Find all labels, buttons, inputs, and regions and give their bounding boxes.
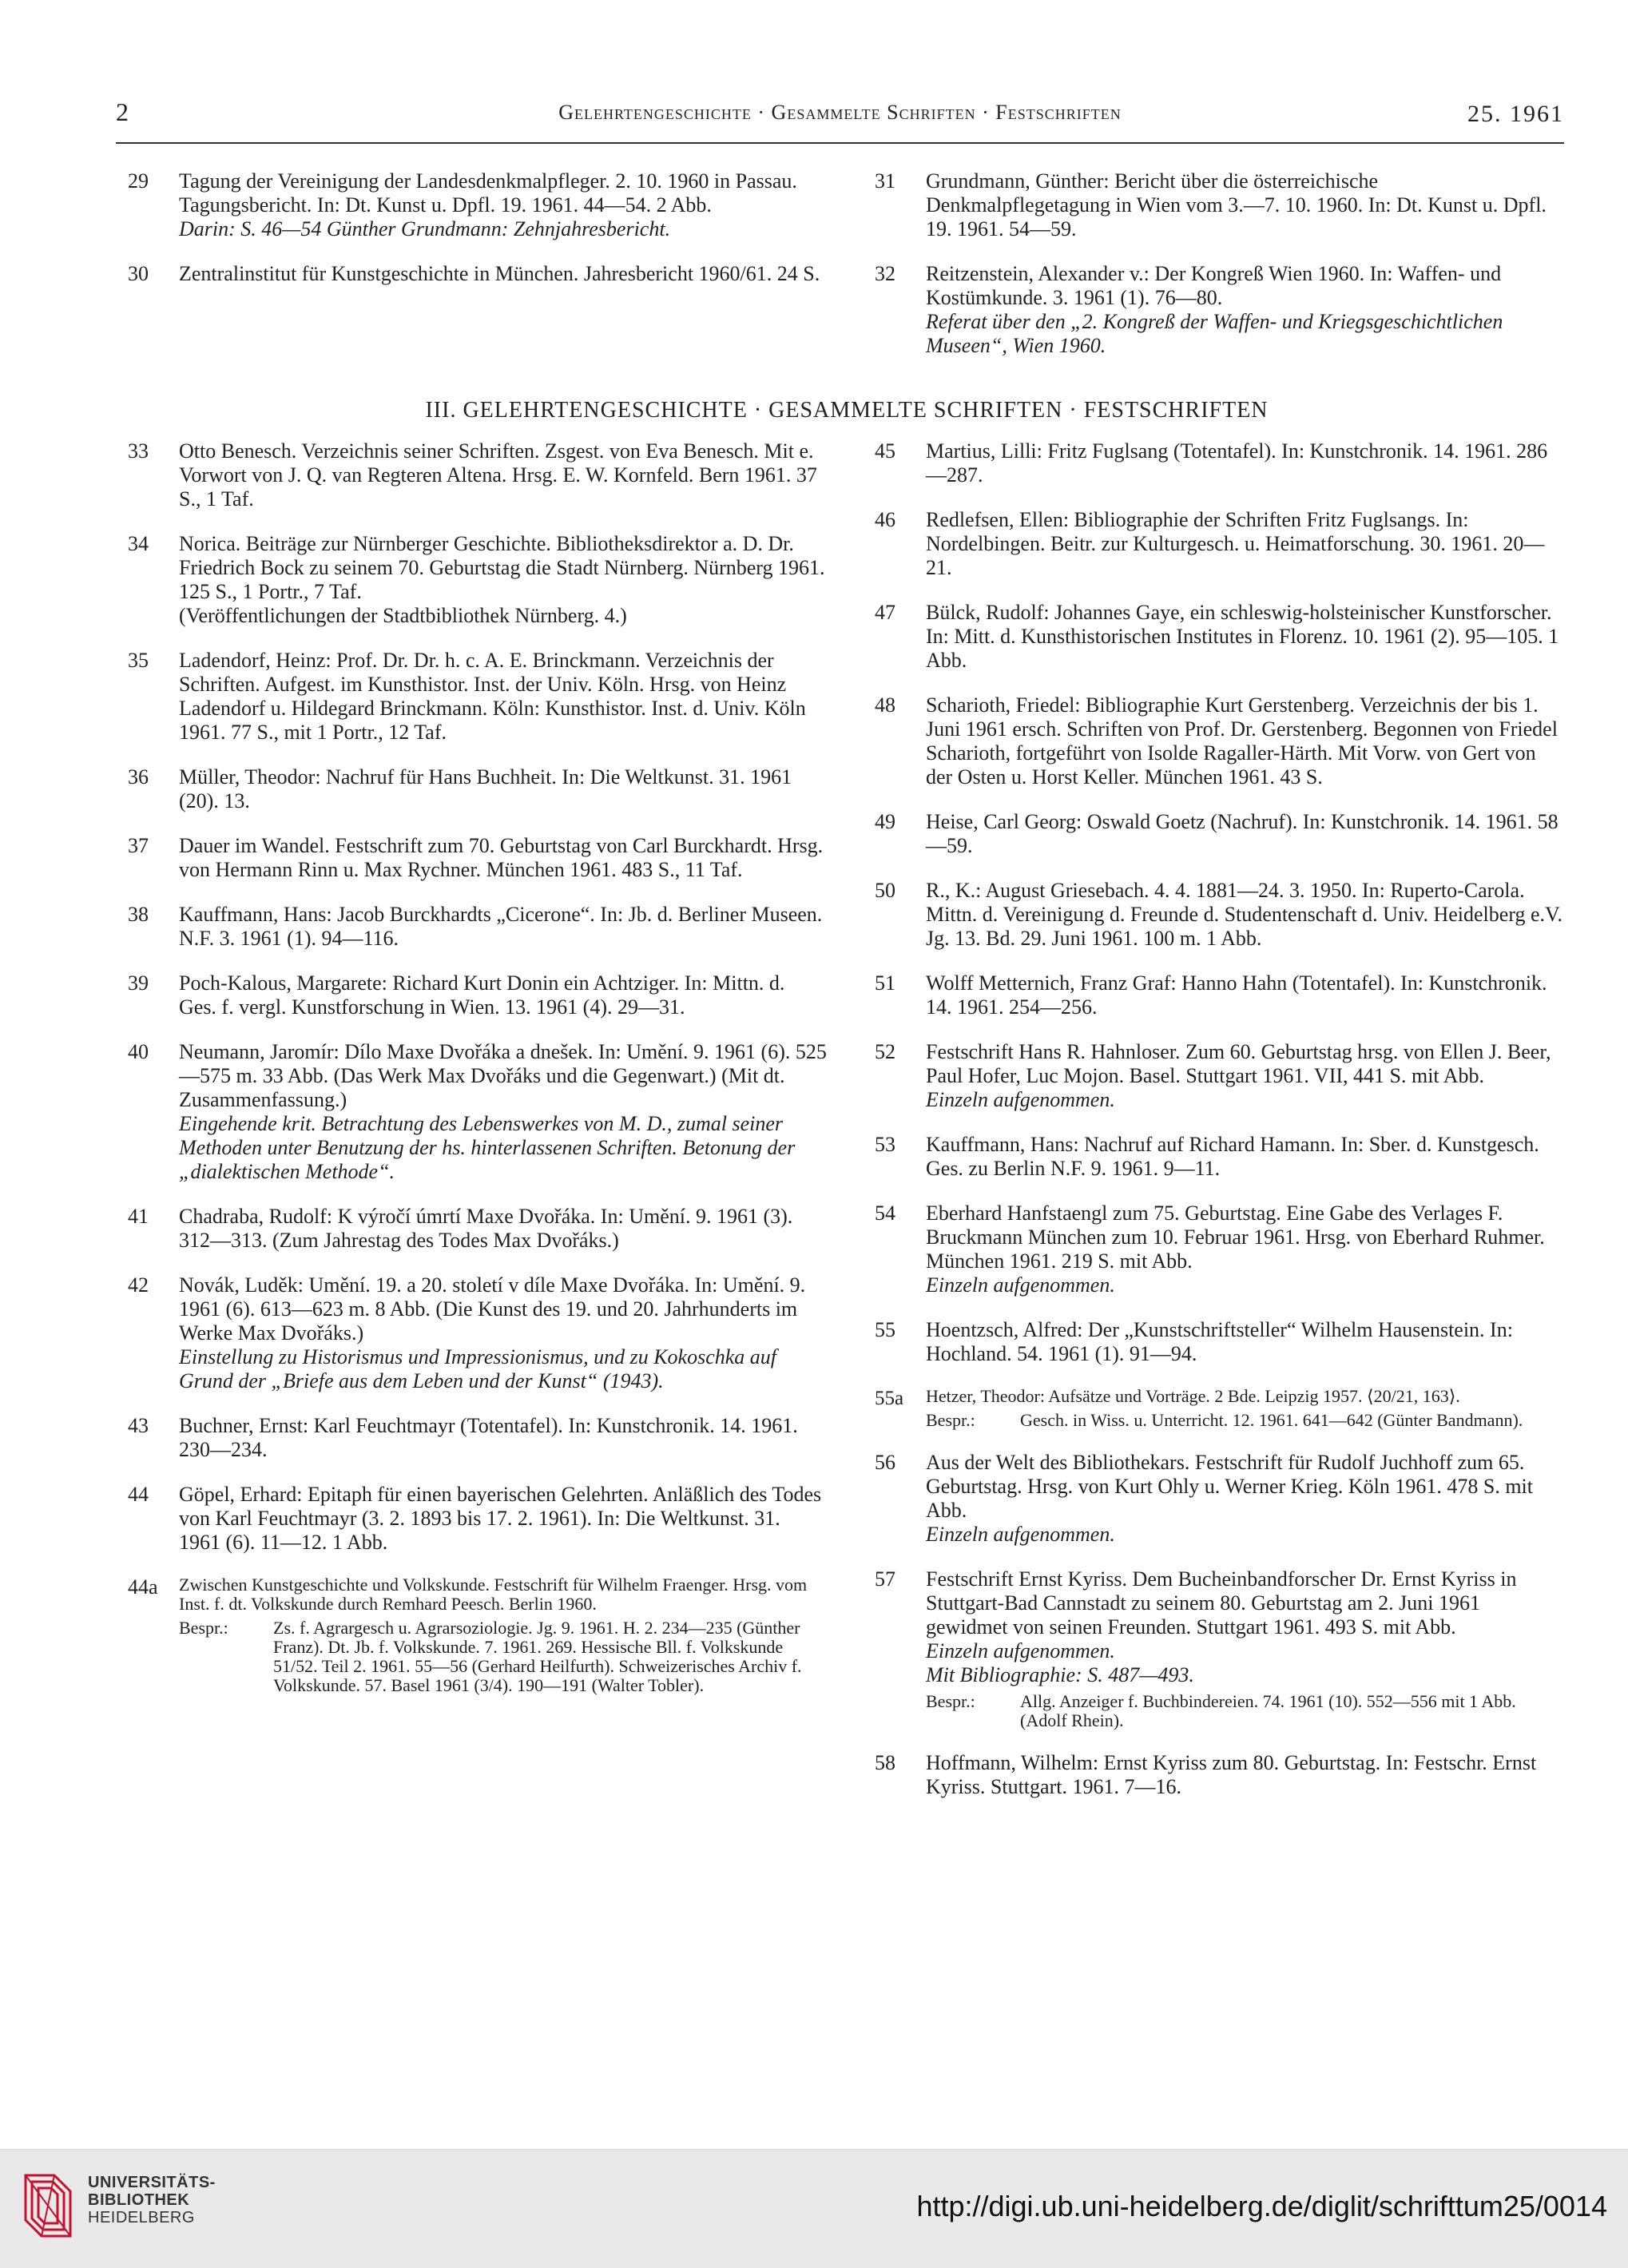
entry-number: 31: [875, 169, 895, 193]
entry-number: 48: [875, 693, 895, 717]
entry-text: Eberhard Hanfstaengl zum 75. Geburtstag. Eine Gabe des Verlages F. Bruckmann München zum 10. Februar 1961. Hrsg. von Eberhard Ruhmer. München 1961. 219 S. mit Abb.: [926, 1202, 1545, 1273]
bib-entry: [875, 439, 1566, 487]
entry-text: Neumann, Jaromír: Dílo Maxe Dvořáka a dnešek. In: Umění. 9. 1961 (6). 525—575 m. 33 Abb. (Das Werk Max Dvořáks und die Gegenwart.) (Mit dt. Zusammenfassung.): [179, 1040, 827, 1111]
review-text: Gesch. in Wiss. u. Unterricht. 12. 1961. 641—642 (Günter Bandmann).: [1020, 1410, 1523, 1430]
review-label: Bespr.:: [926, 1410, 975, 1430]
entry-number: 39: [128, 971, 149, 995]
entry-text: Scharioth, Friedel: Bibliographie Kurt Gerstenberg. Verzeichnis der bis 1. Juni 1961 ersch. Schriften von Prof. Dr. Gerstenberg. Begonnen von Friedel Scharioth, fortgeführt von Isolde Ragaller-Härth. Mit Vorw. von Gert von der Osten u. Horst Keller. München 1961. 43 S.: [926, 693, 1558, 788]
entry-text: Kauffmann, Hans: Jacob Burckhardts „Cicerone“. In: Jb. d. Berliner Museen. N.F. 3. 1961 (1). 94—116.: [179, 903, 823, 950]
entry-text: Kauffmann, Hans: Nachruf auf Richard Hamann. In: Sber. d. Kunstgesch. Ges. zu Berlin N.F. 9. 1961. 9—11.: [926, 1133, 1539, 1180]
bib-entry: [875, 879, 1566, 951]
entry-number: 57: [875, 1567, 895, 1591]
entry-note: Einzeln aufgenommen.: [926, 1088, 1115, 1111]
entry-number: 44a: [128, 1575, 158, 1599]
entry-text: Poch-Kalous, Margarete: Richard Kurt Donin ein Achtziger. In: Mittn. d. Ges. f. vergl. Kunstforschung in Wien. 13. 1961 (4). 29—31.: [179, 971, 785, 1019]
bib-entry: [875, 1387, 1566, 1430]
bib-entry: [128, 649, 827, 745]
bib-entry: [128, 262, 827, 286]
bib-entry: [128, 1273, 827, 1393]
bib-entry: [875, 971, 1566, 1019]
bib-entry: [875, 1451, 1566, 1547]
review-label: Bespr.:: [179, 1618, 228, 1638]
entry-number: 50: [875, 879, 895, 902]
review-label: Bespr.:: [926, 1691, 975, 1711]
entry-text: Hoentzsch, Alfred: Der „Kunstschriftsteller“ Wilhelm Hausenstein. In: Hochland. 54. 1961 (1). 91—94.: [926, 1318, 1513, 1365]
entry-number: 41: [128, 1205, 149, 1228]
entry-number: 42: [128, 1273, 149, 1297]
entry-text: Grundmann, Günther: Bericht über die österreichische Denkmalpflegetagung in Wien vom 3.—7. 10. 1960. In: Dt. Kunst u. Dpfl. 19. 1961. 54—59.: [926, 169, 1547, 240]
entry-text: Aus der Welt des Bibliothekars. Festschrift für Rudolf Juchhoff zum 65. Geburtstag. Hrsg. von Kurt Ohly u. Werner Krieg. Köln 1961. 478 S. mit Abb.: [926, 1451, 1534, 1522]
entry-number: 55a: [875, 1388, 904, 1409]
entry-number: 58: [875, 1751, 895, 1774]
entry-number: 51: [875, 971, 895, 995]
bib-entry: [128, 1414, 827, 1462]
footer-bar: [0, 2149, 1628, 2268]
bib-entry: [128, 169, 827, 241]
entry-text: Norica. Beiträge zur Nürnberger Geschichte. Bibliotheksdirektor a. D. Dr. Friedrich Bock zu seinem 70. Geburtstag die Stadt Nürnberg. Nürnberg 1961. 125 S., 1 Portr., 7 Taf.: [179, 532, 825, 603]
entry-text: Buchner, Ernst: Karl Feuchtmayr (Totentafel). In: Kunstchronik. 14. 1961. 230—234.: [179, 1414, 798, 1461]
bib-entry: [128, 1205, 827, 1253]
entry-series: (Veröffentlichungen der Stadtbibliothek Nürnberg. 4.): [179, 604, 627, 627]
bib-entry: [128, 439, 827, 511]
entry-note: Mit Bibliographie: S. 487—493.: [926, 1663, 1194, 1686]
bib-entry: [875, 1202, 1566, 1297]
library-name-line: UNIVERSITÄTS-: [88, 2174, 216, 2191]
bib-entry: [128, 1575, 827, 1695]
entry-text: Festschrift Hans R. Hahnloser. Zum 60. Geburtstag hrsg. von Ellen J. Beer, Paul Hofer, Luc Mojon. Basel. Stuttgart 1961. VII, 441 S. mit Abb.: [926, 1040, 1551, 1087]
left-column: [128, 439, 827, 1716]
bib-entry: [875, 1318, 1566, 1366]
library-logo-icon: [18, 2166, 81, 2246]
entry-number: 52: [875, 1040, 895, 1063]
bib-entry: [128, 532, 827, 628]
bib-entry: [875, 601, 1566, 673]
bib-entry: [128, 971, 827, 1019]
entry-text: Martius, Lilli: Fritz Fuglsang (Totentafel). In: Kunstchronik. 14. 1961. 286—287.: [926, 439, 1548, 487]
volume-year: 25. 1961: [1467, 101, 1564, 127]
entry-note: Einzeln aufgenommen.: [926, 1523, 1115, 1546]
right-column: [875, 439, 1566, 1820]
bib-entry: [875, 810, 1566, 858]
entry-note: Eingehende krit. Betrachtung des Lebenswerkes von M. D., zumal seiner Methoden unter Benutzung der hs. hinterlassenen Schriften. Betonung der „dialektischen Methode“.: [179, 1112, 796, 1183]
entry-note: Referat über den „2. Kongreß der Waffen- und Kriegsgeschichtlichen Museen“, Wien 1960.: [926, 310, 1503, 357]
library-name: [88, 2174, 216, 2226]
bib-entry: [875, 169, 1566, 241]
entry-text: Bülck, Rudolf: Johannes Gaye, ein schleswig-holsteinischer Kunstforscher. In: Mitt. d. Kunsthistorischen Institutes in Florenz. 10. 1961 (2). 95—105. 1 Abb.: [926, 601, 1559, 672]
entry-text: Heise, Carl Georg: Oswald Goetz (Nachruf). In: Kunstchronik. 14. 1961. 58—59.: [926, 810, 1559, 857]
entry-text: Tagung der Vereinigung der Landesdenkmalpfleger. 2. 10. 1960 in Passau. Tagungsbericht. In: Dt. Kunst u. Dpfl. 19. 1961. 44—54. 2 Abb.: [179, 169, 797, 216]
bib-entry: [875, 1567, 1566, 1730]
entry-text: Chadraba, Rudolf: K výročí úmrtí Maxe Dvořáka. In: Umění. 9. 1961 (3). 312—313. (Zum Jahrestag des Todes Max Dvořáks.): [179, 1205, 793, 1252]
entry-number: 36: [128, 765, 149, 788]
entry-note: Einzeln aufgenommen.: [926, 1639, 1115, 1662]
bib-entry: [128, 834, 827, 882]
library-name-line: BIBLIOTHEK: [88, 2191, 190, 2209]
entry-text: Otto Benesch. Verzeichnis seiner Schriften. Zsgest. von Eva Benesch. Mit e. Vorwort von J. Q. van Regteren Altena. Hrsg. E. W. Kornfeld. Bern 1961. 37 S., 1 Taf.: [179, 439, 817, 510]
review-text: Zs. f. Agrargesch u. Agrarsoziologie. Jg. 9. 1961. H. 2. 234—235 (Günther Franz). Dt. Jb. f. Volkskunde. 7. 1961. 269. Hessische Bll. f. Volkskunde 51/52. Teil 2. 1961. 55—56 (Gerhard Heilfurth). Schweizerisches Archiv f. Volkskunde. 57. Basel 1961 (3/4). 190—191 (Walter Tobler).: [273, 1618, 802, 1695]
review-block: [926, 1411, 1566, 1430]
bib-entry: [128, 903, 827, 951]
entry-number: 35: [128, 649, 149, 672]
entry-number: 29: [128, 169, 149, 193]
entry-text: Redlefsen, Ellen: Bibliographie der Schriften Fritz Fuglsangs. In: Nordelbingen. Beitr. zur Kulturgesch. u. Heimatforschung. 30. 1961. 20—21.: [926, 508, 1545, 579]
entry-number: 44: [128, 1483, 149, 1506]
entry-text: Reitzenstein, Alexander v.: Der Kongreß Wien 1960. In: Waffen- und Kostümkunde. 3. 1961 (1). 76—80.: [926, 262, 1502, 309]
bib-entry: [875, 1133, 1566, 1181]
entry-number: 34: [128, 532, 149, 555]
running-header: [116, 97, 1564, 144]
permalink-url[interactable]: http://digi.ub.uni-heidelberg.de/diglit/schrifttum25/0014: [916, 2190, 1607, 2222]
review-block: [179, 1619, 827, 1695]
entry-number: 45: [875, 439, 895, 463]
entry-number: 32: [875, 262, 895, 285]
entry-text: Müller, Theodor: Nachruf für Hans Buchheit. In: Die Weltkunst. 31. 1961 (20). 13.: [179, 765, 792, 812]
bib-entry: [875, 508, 1566, 580]
entry-text: Dauer im Wandel. Festschrift zum 70. Geburtstag von Carl Burckhardt. Hrsg. von Hermann Rinn u. Max Rychner. München 1961. 483 S., 11 Taf.: [179, 834, 824, 881]
bib-entry: [128, 1483, 827, 1555]
entry-note: Darin: S. 46—54 Günther Grundmann: Zehnjahresbericht.: [179, 217, 671, 240]
entry-number: 56: [875, 1451, 895, 1474]
entry-number: 46: [875, 508, 895, 531]
bib-entry: [875, 1040, 1566, 1112]
entry-text: Göpel, Erhard: Epitaph für einen bayerischen Gelehrten. Anläßlich des Todes von Karl Feuchtmayr (3. 2. 1893 bis 17. 2. 1961). In: Die Weltkunst. 31. 1961 (6). 11—12. 1 Abb.: [179, 1483, 822, 1554]
library-name-line: HEIDELBERG: [88, 2209, 195, 2226]
bib-entry: [128, 765, 827, 813]
bib-entry: [875, 1751, 1566, 1799]
entry-note: Einzeln aufgenommen.: [926, 1273, 1115, 1297]
bib-entry: [875, 693, 1566, 789]
top-left-column: [128, 169, 827, 307]
review-text: Allg. Anzeiger f. Buchbindereien. 74. 1961 (10). 552—556 mit 1 Abb. (Adolf Rhein).: [1020, 1691, 1516, 1730]
entry-text: Wolff Metternich, Franz Graf: Hanno Hahn (Totentafel). In: Kunstchronik. 14. 1961. 254—256.: [926, 971, 1547, 1019]
entry-number: 38: [128, 903, 149, 926]
entry-text: Festschrift Ernst Kyriss. Dem Bucheinbandforscher Dr. Ernst Kyriss in Stuttgart-Bad Cannstadt zu seinem 80. Geburtstag am 2. Juni 1961 gewidmet von seinen Freunden. Stuttgart 1961. 493 S. mit Abb.: [926, 1567, 1517, 1638]
entry-text: Novák, Luděk: Umění. 19. a 20. století v díle Maxe Dvořáka. In: Umění. 9. 1961 (6). 613—623 m. 8 Abb. (Die Kunst des 19. und 20. Jahrhunderts im Werke Max Dvořáks.): [179, 1273, 806, 1345]
entry-number: 33: [128, 439, 149, 463]
page-number: 2: [116, 97, 129, 126]
top-right-column: [875, 169, 1566, 379]
entry-number: 40: [128, 1040, 149, 1063]
entry-number: 43: [128, 1414, 149, 1437]
entry-text: Ladendorf, Heinz: Prof. Dr. Dr. h. c. A. E. Brinckmann. Verzeichnis der Schriften. Aufgest. im Kunsthistor. Inst. der Univ. Köln. Hrsg. von Heinz Ladendorf u. Hildegard Brinckmann. Köln: Kunsthistor. Inst. d. Univ. Köln 1961. 77 S., mit 1 Portr., 12 Taf.: [179, 649, 806, 744]
entry-text: Zentralinstitut für Kunstgeschichte in München. Jahresbericht 1960/61. 24 S.: [179, 262, 820, 285]
entry-number: 55: [875, 1318, 895, 1341]
section-heading: III. GELEHRTENGESCHICHTE · GESAMMELTE SCHRIFTEN · FESTSCHRIFTEN: [425, 398, 1269, 423]
review-block: [926, 1692, 1566, 1730]
entry-number: 49: [875, 810, 895, 833]
bib-entry: [875, 262, 1566, 358]
bib-entry: [128, 1040, 827, 1184]
entry-number: 53: [875, 1133, 895, 1156]
entry-number: 30: [128, 262, 149, 285]
entry-text: Zwischen Kunstgeschichte und Volkskunde. Festschrift für Wilhelm Fraenger. Hrsg. vom Inst. f. dt. Volkskunde durch Remhard Peesch. Berlin 1960.: [179, 1575, 808, 1614]
entry-text: R., K.: August Griesebach. 4. 4. 1881—24. 3. 1950. In: Ruperto-Carola. Mittn. d. Vereinigung d. Freunde d. Studentenschaft d. Univ. Heidelberg e.V. Jg. 13. Bd. 29. Juni 1961. 100 m. 1 Abb.: [926, 879, 1562, 950]
entry-number: 47: [875, 601, 895, 624]
entry-number: 37: [128, 834, 149, 857]
entry-note: Einstellung zu Historismus und Impressionismus, und zu Kokoschka auf Grund der „Briefe aus dem Leben und der Kunst“ (1943).: [179, 1345, 776, 1392]
entry-text: Hetzer, Theodor: Aufsätze und Vorträge. 2 Bde. Leipzig 1957. ⟨20/21, 163⟩.: [926, 1386, 1460, 1406]
entry-text: Hoffmann, Wilhelm: Ernst Kyriss zum 80. Geburtstag. In: Festschr. Ernst Kyriss. Stuttgart. 1961. 7—16.: [926, 1751, 1537, 1798]
entry-number: 54: [875, 1202, 895, 1225]
running-title: Gelehrtengeschichte · Gesammelte Schriften · Festschriften: [558, 101, 1122, 124]
